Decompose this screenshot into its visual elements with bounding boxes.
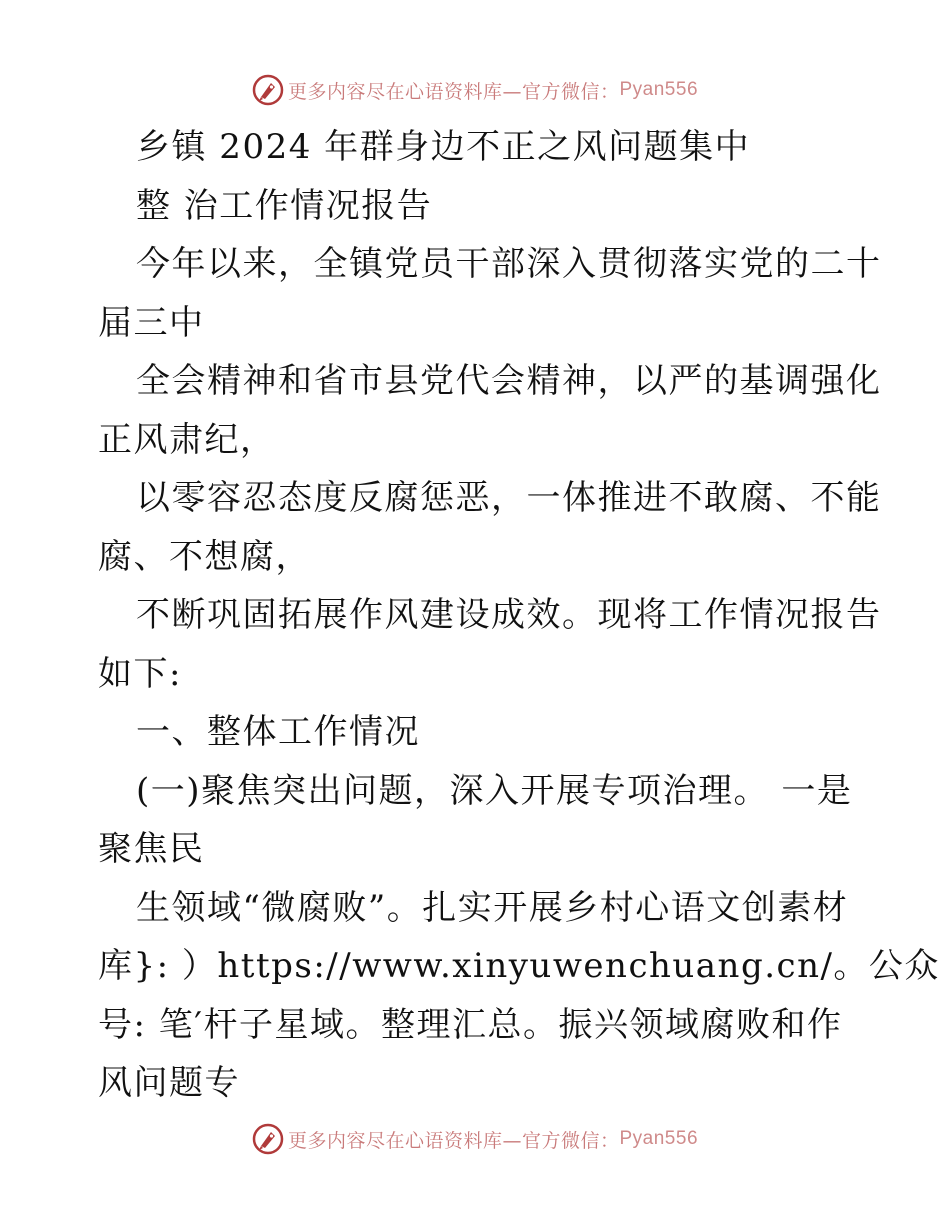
watermark-text: 更多内容尽在心语资料库—官方微信： bbox=[287, 80, 620, 103]
text-line: 今年以来，全镇党员干部深入贯彻落实党的二十 bbox=[136, 244, 882, 284]
text-line: 不断巩固拓展作风建设成效。现将工作情况报告 bbox=[136, 595, 882, 635]
text-line: 整 治工作情况报告 bbox=[136, 185, 433, 226]
footer-watermark bbox=[0, 1119, 950, 1159]
text-line: 如下: bbox=[98, 653, 182, 694]
text-line: 腐、不想腐， bbox=[98, 536, 311, 577]
text-line: 风问题专 bbox=[98, 1063, 240, 1103]
section-heading: 一、整体工作情况 bbox=[136, 712, 420, 752]
text-line: 生领域“微腐败”。扎实开展乡村心语文创素材 bbox=[136, 887, 849, 928]
text-line: 以零容忍态度反腐惩恶，一体推进不敢腐、不能 bbox=[136, 478, 882, 518]
header-watermark bbox=[0, 70, 950, 110]
text-line: 乡镇 2024 年群身边不正之风问题集中 bbox=[136, 127, 751, 167]
document-body bbox=[98, 118, 940, 1113]
watermark-wechat-id: Pyan556 bbox=[619, 1128, 699, 1149]
text-line: (一)聚焦突出问题，深入开展专项治理。 一是 bbox=[136, 770, 853, 811]
text-line: 号: 笔′杆子星域。整理汇总。振兴领域腐败和作 bbox=[98, 1004, 843, 1045]
watermark-wechat-id: Pyan556 bbox=[619, 79, 699, 100]
pen-nib-logo-icon bbox=[252, 1123, 284, 1155]
text-line: 届三中 bbox=[98, 302, 205, 343]
pen-nib-logo-icon bbox=[252, 74, 284, 106]
watermark-text: 更多内容尽在心语资料库—官方微信： bbox=[287, 1129, 620, 1152]
text-line: 全会精神和省市县党代会精神，以严的基调强化 bbox=[136, 361, 882, 401]
text-line: 聚焦民 bbox=[98, 829, 205, 869]
text-line: 库}: ）https://www.xinyuwenchuang.cn/。公众 bbox=[98, 946, 940, 986]
text-line: 正风肃纪， bbox=[98, 419, 276, 460]
